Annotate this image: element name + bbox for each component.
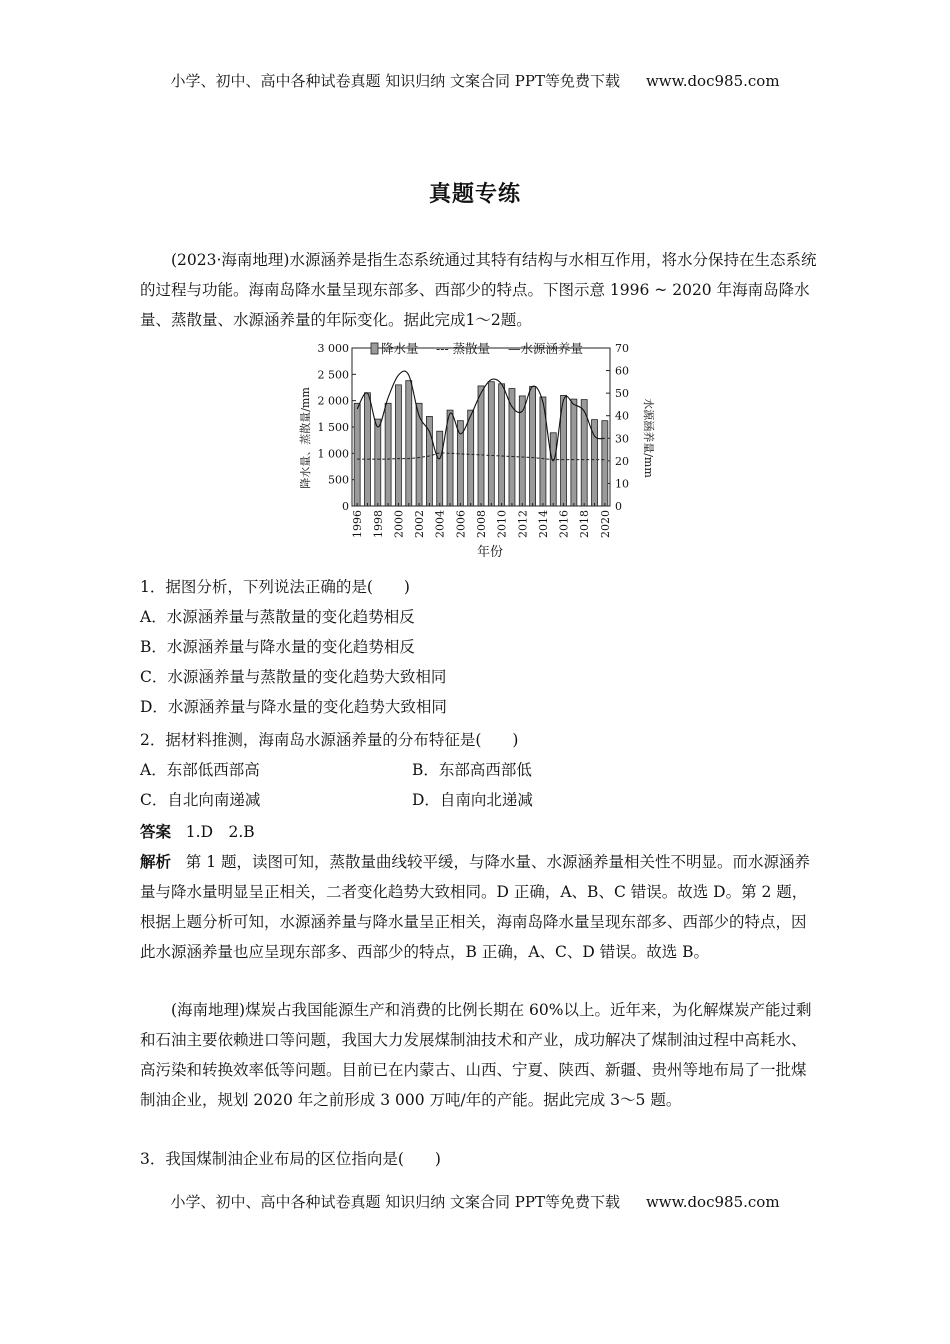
legend-precip: 降水量 [381, 341, 419, 356]
y-right-tick-label: 20 [615, 454, 629, 468]
y-left-tick-label: 2 500 [317, 368, 349, 382]
bar-precip-2004 [437, 431, 443, 506]
question-2-option-c: C．自北向南递减 [140, 791, 261, 809]
bar-precip-2015 [550, 433, 556, 506]
analysis-paragraph [140, 847, 820, 967]
y-right-tick-label: 70 [615, 342, 629, 355]
bar-precip-2005 [447, 410, 453, 506]
bar-precip-2002 [416, 403, 422, 506]
y-right-tick-label: 60 [615, 364, 629, 378]
bar-precip-2017 [571, 399, 577, 506]
bar-precip-1997 [364, 393, 370, 506]
y-right-label: 水源涵养量/mm [642, 398, 655, 478]
bar-precip-1999 [385, 403, 391, 506]
y-left-label: 降水量、蒸散量/mm [299, 387, 312, 489]
bar-precip-2009 [488, 382, 494, 506]
question-1-option-c: C．水源涵养量与蒸散量的变化趋势大致相同 [140, 668, 447, 686]
y-right-tick-label: 10 [615, 477, 629, 491]
x-tick-label: 2010 [495, 510, 509, 538]
chart [296, 340, 655, 562]
analysis-text: 第 1 题，读图可知，蒸散量曲线较平缓，与降水量、水源涵养量相关性不明显。而水源涵养量与降水量明显呈正相关，二者变化趋势大致相同。D 正确，A、B、C 错误。故选 D。第 2 题，根据上题分析可知，水源涵养量与降水量呈正相关，海南岛降水量呈现东部多、西部少的特点，因此水源涵养量也应呈现东部多、西部少的特点，B 正确，A、C、D 错误。故选 B。 [140, 853, 811, 961]
x-tick-label: 2014 [536, 510, 550, 538]
header-text: 小学、初中、高中各种试卷真题 知识归纳 文案合同 PPT等免费下载 [170, 72, 620, 90]
y-right-tick-label: 50 [615, 387, 629, 401]
bar-precip-2007 [468, 410, 474, 506]
legend-bar-swatch [371, 343, 378, 354]
x-tick-label: 2012 [516, 510, 530, 538]
y-left-tick-label: 500 [328, 473, 349, 487]
header-site: www.doc985.com [645, 72, 780, 90]
bar-precip-2010 [499, 384, 505, 506]
legend [371, 341, 583, 356]
y-right-tick-label: 40 [615, 409, 629, 423]
question-2-stem: 2．据材料推测，海南岛水源涵养量的分布特征是( ) [140, 731, 519, 749]
x-tick-label: 2020 [598, 510, 612, 538]
answer-label: 答案 [140, 822, 172, 841]
x-tick-label: 2018 [578, 510, 592, 538]
y-left-tick-label: 1 500 [317, 421, 349, 434]
analysis-label: 解析 [140, 852, 172, 871]
footer-site: www.doc985.com [645, 1193, 780, 1211]
question-3-stem: 3．我国煤制油企业布局的区位指向是( ) [140, 1150, 441, 1168]
question-2-option-b: B．东部高西部低 [412, 761, 532, 779]
x-tick-label: 2006 [454, 510, 468, 538]
bar-precip-1998 [375, 419, 381, 506]
bar-precip-2001 [406, 381, 412, 506]
bar-precip-1996 [354, 403, 360, 506]
intro-paragraph-2: (海南地理)煤炭占我国能源生产和消费的比例长期在 60%以上。近年来，为化解煤炭产能过剩和石油主要依赖进口等问题，我国大力发展煤制油技术和产业，成功解决了煤制油过程中高耗水、高污染和转换效率低等问题。目前已在内蒙古、山西、宁夏、陕西、新疆、贵州等地布局了一批煤制油企业，规划 2020 年之前形成 3 000 万吨/年的产能。据此完成 3～5 题。 [140, 1001, 812, 1109]
y-left-tick-label: 0 [342, 500, 349, 513]
y-left-tick-label: 1 000 [317, 447, 349, 461]
question-1-option-a: A．水源涵养量与蒸散量的变化趋势相反 [140, 608, 415, 626]
answer-text: 1.D 2.B [185, 823, 255, 841]
x-tick-label: 2008 [475, 510, 488, 538]
legend-evap: --- 蒸散量 [436, 341, 491, 356]
question-1-option-d: D．水源涵养量与降水量的变化趋势大致相同 [140, 698, 447, 716]
y-right-tick-label: 30 [615, 432, 629, 446]
x-tick-label: 2004 [433, 510, 447, 538]
answer-line [140, 820, 255, 842]
intro-paragraph-1: (2023·海南地理)水源涵养是指生态系统通过其特有结构与水相互作用，将水分保持在生态系统的过程与功能。海南岛降水量呈现东部多、西部少的特点。下图示意 1996 ~ 2020 年海南岛降水量、蒸散量、水源涵养量的年际变化。据此完成1～2题。 [140, 251, 817, 329]
bar-precip-2013 [530, 386, 536, 506]
y-right-tick-label: 0 [615, 500, 622, 513]
x-tick-label: 1996 [351, 510, 365, 538]
question-2-option-d: D．自南向北递减 [412, 791, 533, 809]
bar-precip-2020 [602, 421, 608, 506]
question-2-option-a: A．东部低西部高 [140, 761, 260, 779]
footer-text: 小学、初中、高中各种试卷真题 知识归纳 文案合同 PPT等免费下载 [170, 1193, 620, 1211]
legend-conservation: —水源涵养量 [508, 341, 584, 356]
bar-precip-2003 [426, 416, 432, 506]
y-left-tick-label: 3 000 [317, 342, 349, 355]
question-1-stem: 1．据图分析，下列说法正确的是( ) [140, 578, 410, 596]
x-tick-label: 2016 [557, 510, 571, 538]
page-title: 真题专练 [428, 181, 521, 207]
x-tick-label: 2000 [392, 510, 406, 538]
y-left-tick-label: 2 000 [317, 394, 349, 408]
x-tick-label: 2002 [413, 510, 427, 538]
bar-precip-2008 [478, 386, 484, 506]
x-tick-label: 1998 [371, 510, 385, 538]
question-1-option-b: B．水源涵养量与降水量的变化趋势相反 [140, 638, 415, 656]
bar-precip-2000 [395, 385, 401, 506]
page-header [0, 70, 950, 91]
page-footer [0, 1191, 950, 1212]
x-axis-label: 年份 [476, 545, 504, 560]
